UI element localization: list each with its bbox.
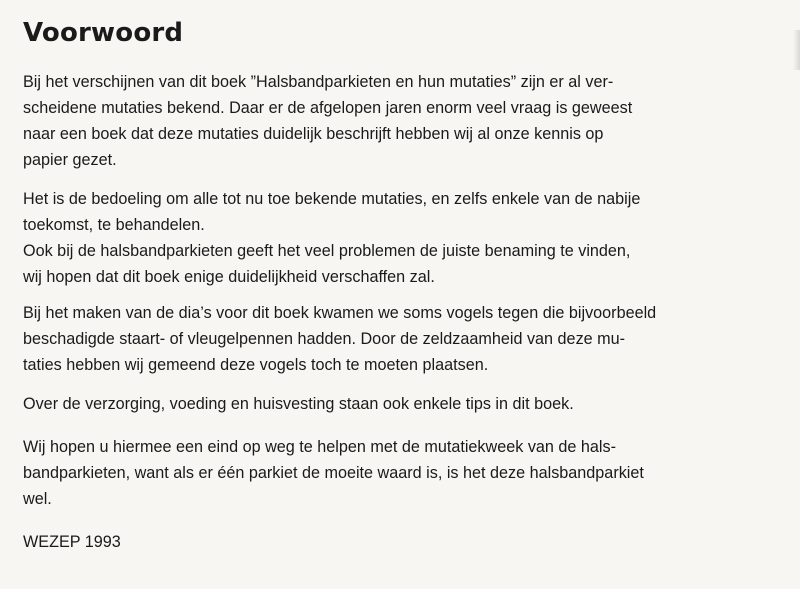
- text-line: toekomst, te behandelen.: [23, 216, 205, 234]
- scan-edge-shadow: [793, 30, 800, 70]
- text-line: papier gezet.: [23, 151, 117, 169]
- text-line: wij hopen dat dit boek enige duidelijkheid verschaffen zal.: [23, 268, 435, 286]
- text-line: scheidene mutaties bekend. Daar er de afgelopen jaren enorm veel vraag is geweest: [23, 99, 633, 117]
- text-line: naar een boek dat deze mutaties duidelijk beschrijft hebben wij al onze kennis op: [23, 125, 604, 143]
- text-line: beschadigde staart- of vleugelpennen hadden. Door de zeldzaamheid van deze mu-: [23, 330, 626, 348]
- text-line: Het is de bedoeling om alle tot nu toe bekende mutaties, en zelfs enkele van de nabije: [23, 190, 641, 208]
- page-title: Voorwoord: [23, 18, 184, 48]
- text-line: taties hebben wij gemeend deze vogels toch te moeten plaatsen.: [23, 356, 489, 374]
- text-line: Bij het maken van de dia’s voor dit boek kwamen we soms vogels tegen die bijvoorbeeld: [23, 304, 657, 322]
- text-line: bandparkieten, want als er één parkiet de moeite waard is, is het deze halsbandparkiet: [23, 464, 644, 482]
- signature-line: WEZEP 1993: [23, 533, 121, 551]
- text-line: Over de verzorging, voeding en huisvesting staan ook enkele tips in dit boek.: [23, 395, 574, 413]
- text-line: Wij hopen u hiermee een eind op weg te helpen met de mutatiekweek van de hals-: [23, 438, 617, 456]
- text-line: Bij het verschijnen van dit boek ”Halsbandparkieten en hun mutaties” zijn er al ver-: [23, 73, 614, 91]
- text-line: Ook bij de halsbandparkieten geeft het veel problemen de juiste benaming te vinden,: [23, 242, 631, 260]
- text-line: wel.: [23, 490, 52, 508]
